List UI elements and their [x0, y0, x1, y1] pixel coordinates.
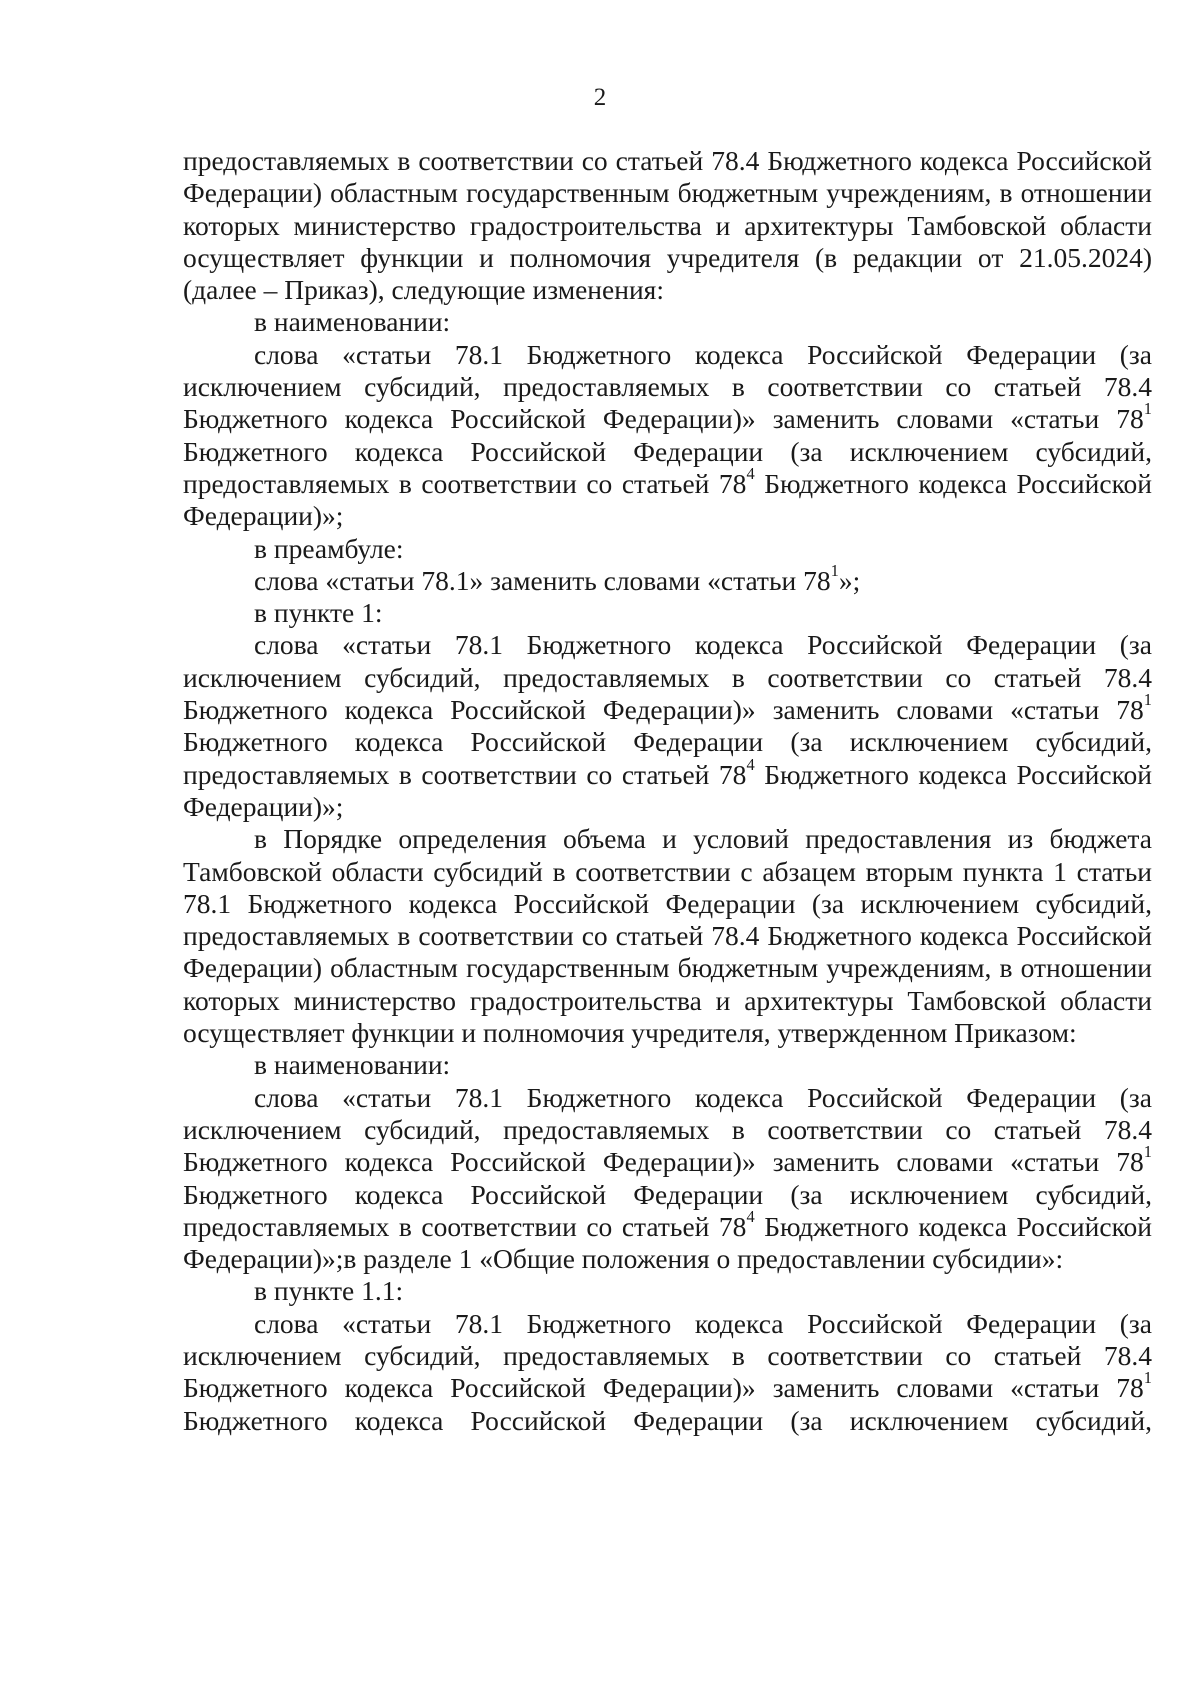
paragraph-procedure-intro — [183, 823, 1152, 1049]
text-run: в пункте 1.1: — [254, 1275, 404, 1307]
text-run: Бюджетного кодекса Российской Федерации (за исключением субсидий, предоставляемых в соответствии со статьей 78 — [183, 726, 1152, 790]
superscript-index: 1 — [1143, 690, 1152, 710]
paragraph-replace-words-name-2 — [183, 1082, 1152, 1276]
superscript-index: 4 — [746, 1206, 755, 1226]
text-run: в Порядке определения объема и условий предоставления из бюджета Тамбовской области субсидий в соответствии с абзацем вторым пункта 1 статьи 78.1 Бюджетного кодекса Российской Федерации (за исключением субсидий, предоставляемых в соответствии со статьей 78.4 Бюджетного кодекса Российской Федерации) областным государственным бюджетным учреждениям, в отношении которых министерство градостроительства и архитектуры Тамбовской области осуществляет функции и полномочия учредителя, утвержденном Приказом: — [183, 823, 1152, 1049]
superscript-index: 4 — [746, 754, 755, 774]
superscript-index: 1 — [830, 560, 839, 580]
paragraph-in-point-1-heading — [183, 597, 1152, 629]
text-run: Бюджетного кодекса Российской Федерации)»; — [183, 758, 1152, 822]
document-body — [183, 145, 1152, 1437]
text-run: слова «статьи 78.1 Бюджетного кодекса Российской Федерации (за исключением субсидий, предоставляемых в соответствии со статьей 78.4 Бюджетного кодекса Российской Федерации)» заменить словами «статьи 78 — [183, 338, 1152, 435]
paragraph-in-point-1-1-heading — [183, 1275, 1152, 1307]
text-run: »; — [838, 564, 861, 596]
page-number: 2 — [593, 84, 607, 111]
text-run: Бюджетного кодекса Российской Федерации (за исключением субсидий, — [183, 1404, 1152, 1436]
text-run: в преамбуле: — [254, 532, 404, 564]
text-run: в наименовании: — [254, 1049, 451, 1081]
text-run: Бюджетного кодекса Российской Федерации)»;в разделе 1 «Общие положения о предоставлении субсидии»: — [183, 1210, 1152, 1275]
paragraph-replace-words-preamble — [183, 560, 1152, 597]
superscript-index: 4 — [746, 463, 755, 483]
superscript-index: 1 — [1143, 1142, 1152, 1162]
text-run: предоставляемых в соответствии со статьей 78.4 Бюджетного кодекса Российской Федерации) областным государственным бюджетным учреждениям, в отношении которых министерство градостроительства и архитектуры Тамбовской области осуществляет функции и полномочия учредителя (в редакции от 21.05.2024) (далее – Приказ), следующие изменения: — [183, 145, 1152, 306]
superscript-index: 1 — [1143, 1368, 1152, 1388]
text-run: слова «статьи 78.1 Бюджетного кодекса Российской Федерации (за исключением субсидий, предоставляемых в соответствии со статьей 78.4 Бюджетного кодекса Российской Федерации)» заменить словами «статьи 78 — [183, 1081, 1152, 1178]
superscript-index: 1 — [1143, 399, 1152, 419]
paragraph-replace-words-name — [183, 339, 1152, 533]
text-run: в пункте 1: — [254, 597, 383, 629]
paragraph-in-name-heading-2 — [183, 1049, 1152, 1081]
text-run: в наименовании: — [254, 306, 451, 338]
text-run: Бюджетного кодекса Российской Федерации (за исключением субсидий, предоставляемых в соответствии со статьей 78 — [183, 435, 1152, 499]
paragraph-replace-words-point-1 — [183, 629, 1152, 823]
paragraph-continuation — [183, 145, 1152, 306]
paragraph-in-name-heading — [183, 306, 1152, 338]
text-run: Бюджетного кодекса Российской Федерации (за исключением субсидий, предоставляемых в соответствии со статьей 78 — [183, 1178, 1152, 1242]
text-run: слова «статьи 78.1 Бюджетного кодекса Российской Федерации (за исключением субсидий, предоставляемых в соответствии со статьей 78.4 Бюджетного кодекса Российской Федерации)» заменить словами «статьи 78 — [183, 1307, 1152, 1404]
paragraph-in-preamble-heading — [183, 533, 1152, 565]
text-run: Бюджетного кодекса Российской Федерации)»; — [183, 467, 1152, 532]
paragraph-replace-words-point-1-1 — [183, 1308, 1152, 1437]
text-run: слова «статьи 78.1» заменить словами «статьи 78 — [254, 564, 831, 596]
text-run: слова «статьи 78.1 Бюджетного кодекса Российской Федерации (за исключением субсидий, предоставляемых в соответствии со статьей 78.4 Бюджетного кодекса Российской Федерации)» заменить словами «статьи 78 — [183, 629, 1152, 726]
